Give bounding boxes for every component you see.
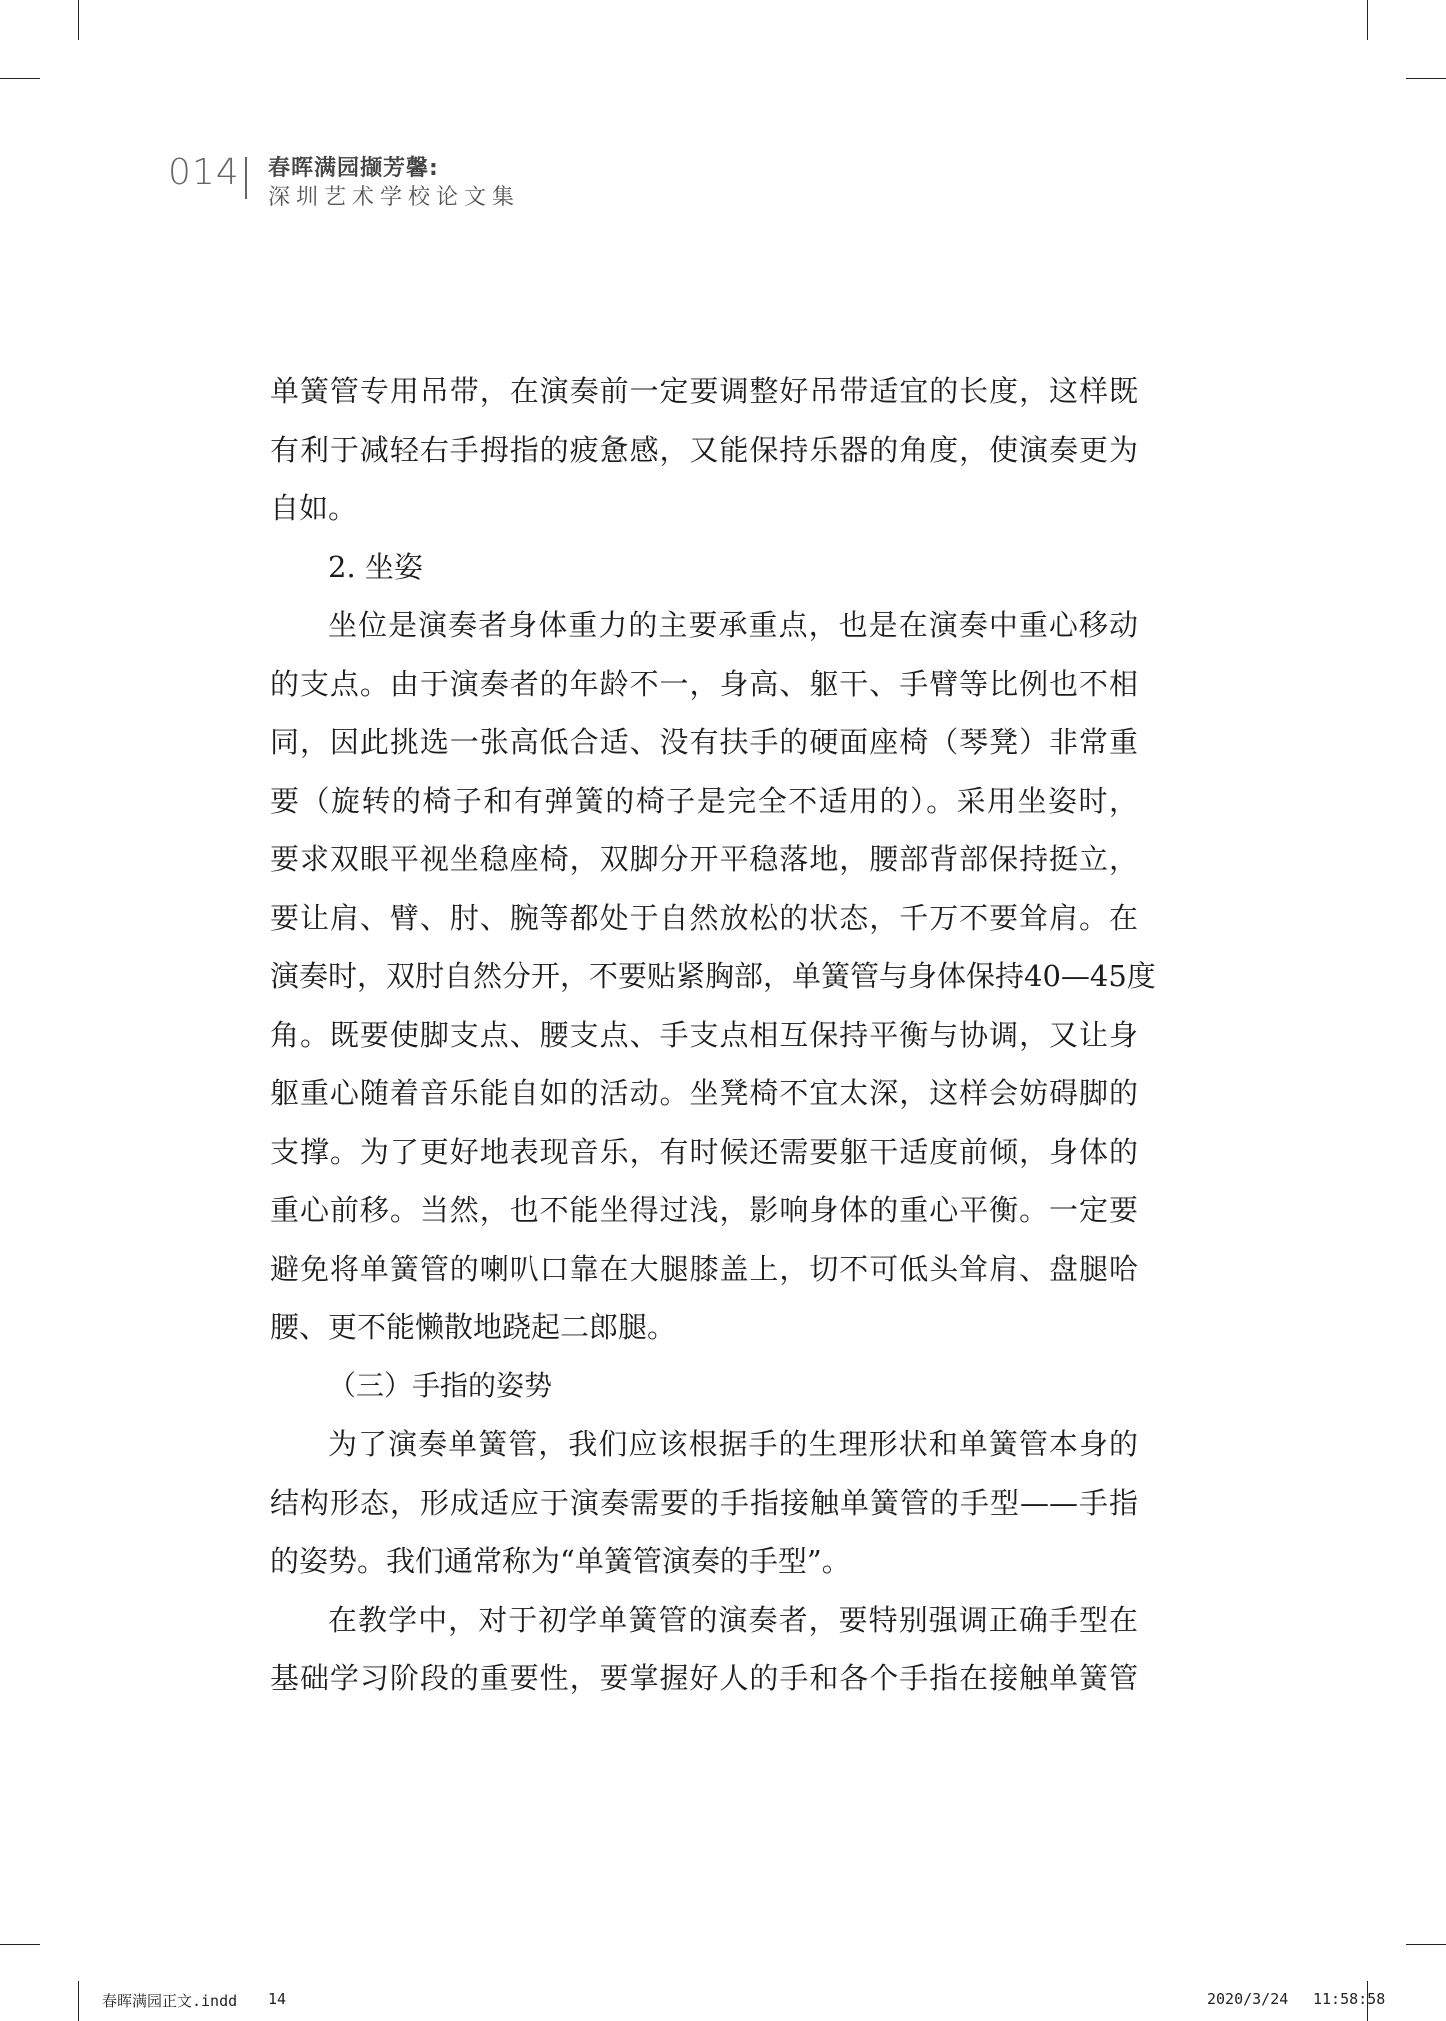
text-line: 的姿势。我们通常称为“单簧管演奏的手型”。 [270,1544,851,1578]
slug-filename: 春晖满园正文.indd [102,1992,238,2010]
header-divider [245,157,247,199]
crop-mark-top-left [78,0,79,40]
crop-mark-bottom-right-h [1406,1944,1446,1945]
book-title: 春晖满园撷芳馨: [268,156,439,181]
body-text [270,362,1156,1708]
text-line: 要求双眼平视坐稳座椅，双脚分开平稳落地，腰部背部保持挺立， [270,842,1138,876]
text-line: 结构形态，形成适应于演奏需要的手指接触单簧管的手型——手指 [270,1485,1138,1520]
text-line: 为了演奏单簧管，我们应该根据手的生理形状和单簧管本身的 [328,1427,1138,1461]
slug-page: 14 [268,1990,287,2008]
text-line: 自如。 [270,491,358,525]
book-subtitle: 深圳艺术学校论文集 [268,185,521,210]
text-line: 在教学中，对于初学单簧管的演奏者，要特别强调正确手型在 [328,1602,1138,1637]
slug-date: 2020/3/24 [1207,1990,1289,2008]
text-line: 的支点。由于演奏者的年龄不一，身高、躯干、手臂等比例也不相 [270,666,1138,701]
slug-time: 11:58:58 [1313,1990,1386,2008]
section-heading: （三）手指的姿势 [328,1368,553,1402]
page-number: 014 [168,152,240,193]
text-line: 单簧管专用吊带，在演奏前一定要调整好吊带适宜的长度，这样既 [270,374,1138,408]
crop-mark-top-left-h [0,78,40,79]
crop-mark-bottom-left-h [0,1944,40,1945]
text-line: 躯重心随着音乐能自如的活动。坐凳椅不宜太深，这样会妨碍脚的 [270,1076,1138,1110]
text-line: 有利于减轻右手拇指的疲惫感，又能保持乐器的角度，使演奏更为 [270,432,1138,467]
crop-mark-bottom-left [78,1981,79,2021]
text-line: 支撑。为了更好地表现音乐，有时候还需要躯干适度前倾，身体的 [270,1134,1138,1169]
text-line: 基础学习阶段的重要性，要掌握好人的手和各个手指在接触单簧管 [270,1661,1138,1695]
text-line: 重心前移。当然，也不能坐得过浅，影响身体的重心平衡。一定要 [270,1193,1138,1227]
subsection-heading: 2. 坐姿 [328,549,423,584]
text-line: 同，因此挑选一张高低合适、没有扶手的硬面座椅（琴凳）非常重 [270,725,1138,759]
text-line: 避免将单簧管的喇叭口靠在大腿膝盖上，切不可低头耸肩、盘腿哈 [270,1251,1138,1286]
text-line: 要（旋转的椅子和有弹簧的椅子是完全不适用的）。采用坐姿时， [270,783,1138,818]
text-line: 演奏时，双肘自然分开，不要贴紧胸部，单簧管与身体保持40—45度 [270,959,1156,993]
text-line: 要让肩、臂、肘、腕等都处于自然放松的状态，千万不要耸肩。在 [270,900,1138,935]
text-line: 腰、更不能懒散地跷起二郎腿。 [270,1310,677,1344]
crop-mark-top-right-h [1406,78,1446,79]
text-line: 坐位是演奏者身体重力的主要承重点，也是在演奏中重心移动 [328,608,1138,642]
crop-mark-top-right [1367,0,1368,40]
text-line: 角。既要使脚支点、腰支点、手支点相互保持平衡与协调，又让身 [270,1017,1138,1052]
